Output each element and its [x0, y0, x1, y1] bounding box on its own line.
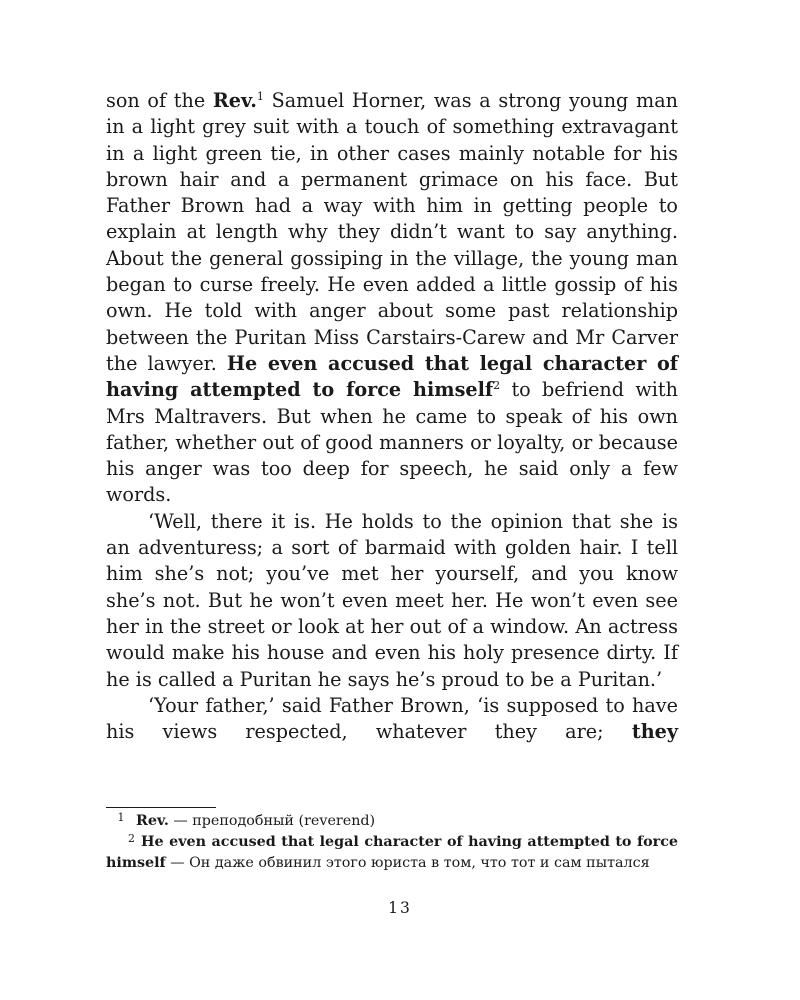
footnote-1-term: Rev.	[136, 813, 169, 829]
footnote-marker-2: 2	[128, 832, 135, 845]
footnote-2-text: — Он даже обвинил этого юриста в том, что тот и сам пытался	[165, 855, 650, 871]
paragraph-3: ‘Your father,’ said Father Brown, ‘is supposed to have his views respected, whatever they are; they	[106, 693, 678, 744]
footnotes	[106, 811, 678, 874]
footnote-ref-1: 1	[256, 90, 264, 103]
bold-word-they: they	[631, 720, 678, 744]
footnote-separator	[106, 807, 216, 808]
main-text	[106, 88, 678, 745]
footnote-1-text: — преподобный (reverend)	[168, 813, 376, 829]
footnote-term-accused: He even accused that legal character of having attempted to force himself	[106, 351, 678, 402]
footnote-1: 1 Rev. — преподобный (reverend)	[117, 811, 376, 829]
footnote-2	[106, 832, 678, 874]
footnote-2-term: He even accused that legal character of having attempted to force himself	[106, 834, 678, 871]
footnote-ref-2: 2	[493, 379, 501, 393]
paragraph-1: son of the Rev.$^1$ Samuel Horner, was a strong young man in a light grey suit with a touch of something extravagant in a light green tie, in other cases mainly notable for his brown hair and a permanent grimace on his face. But Father Brown had a way with him in getting people to explain at length why they didn’t want to say anything. About the general gossiping in the village, the young man began to curse freely. He even added a little gossip of his own. He told with anger about some past relationship between the Puritan Miss Carstairs-Carew and Mr Carver the lawyer. He even accused that legal character of having attempted to force himself$^2$ to befriend with Mrs Maltravers. But when he came to speak of his own father, whether out of good manners or loyalty, or because his anger was too deep for speech, he said only a few words.	[106, 89, 679, 507]
footnote-term-rev: Rev.	[212, 89, 257, 112]
paragraph-2: ‘Well, there it is. He holds to the opinion that she is an adventuress; a sort of barmaid with golden hair. I tell him she’s not; you’ve met her yourself, and you know she’s not. But he won’t even meet her. He won’t even see her in the street or look at her out of a window. An actress would make his house and even his holy presence dirty. If he is called a Puritan he says he’s proud to be a Puritan.’	[106, 509, 678, 691]
page-number: 13	[388, 899, 412, 917]
